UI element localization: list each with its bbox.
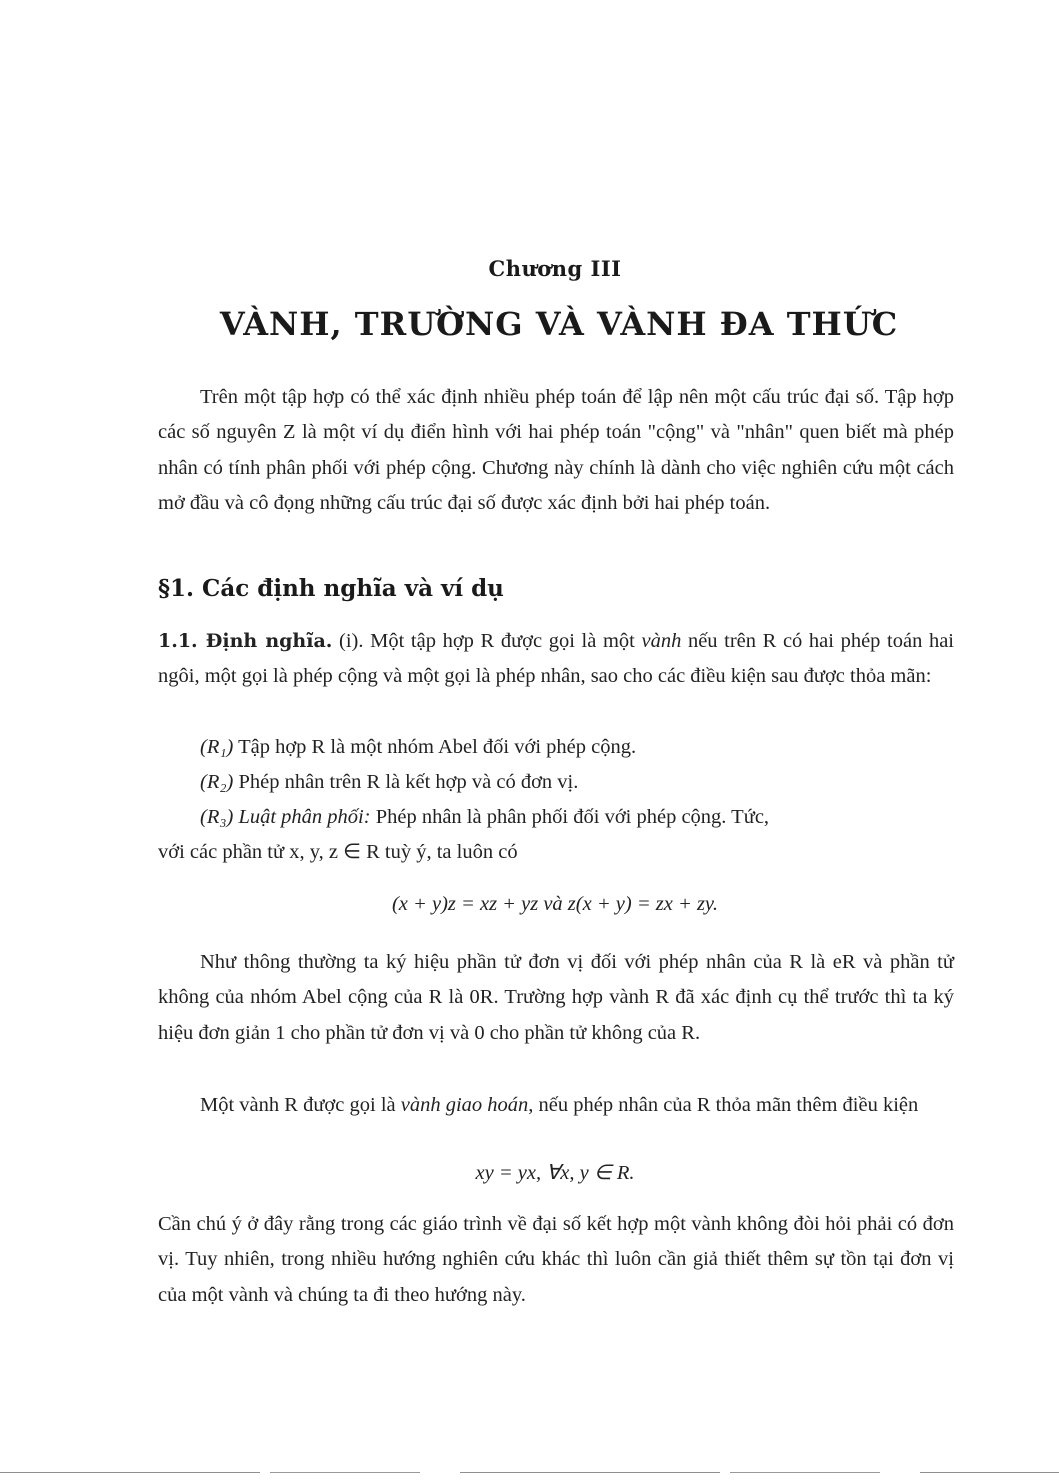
remark-paragraph: Cần chú ý ở đây rằng trong các giáo trình về đại số kết hợp một vành không đòi hỏi phải có đơn vị. Tuy nhiên, trong nhiều hướng nghiên cứu khác thì luôn cần giả thiết thêm sự tồn tại đơn vị của một vành và chúng ta đi theo hướng này.	[158, 1213, 954, 1306]
condition-text: Tập hợp R là một nhóm Abel đối với phép cộng.	[233, 736, 637, 758]
condition-tag: (R₂)	[200, 771, 234, 793]
commutative-paragraph	[158, 1088, 954, 1123]
condition-tag: (R₃)	[200, 806, 234, 828]
chapter-title: VÀNH, TRƯỜNG VÀ VÀNH ĐA THỨC	[219, 305, 899, 343]
definition-term: vành	[641, 630, 682, 652]
section-heading: §1. Các định nghĩa và ví dụ	[158, 575, 504, 602]
commutative-term: vành giao hoán	[400, 1094, 529, 1116]
condition-term: Luật phân phối:	[233, 806, 371, 828]
commutative-pre: Một vành R được gọi là	[200, 1094, 401, 1116]
condition-text: Phép nhân là phân phối đối với phép cộng. Tức,	[370, 806, 770, 828]
condition-r1	[200, 730, 954, 765]
commutative-post: , nếu phép nhân của R thỏa mãn thêm điều kiện	[528, 1094, 919, 1116]
definition-text-pre: (i). Một tập hợp R được gọi là một	[332, 630, 642, 652]
intro-paragraph: Trên một tập hợp có thể xác định nhiều phép toán để lập nên một cấu trúc đại số. Tập hợp các số nguyên Z là một ví dụ điển hình với hai phép toán "cộng" và "nhân" quen biết mà phép nhân có tính phân phối với phép cộng. Chương này chính là dành cho việc nghiên cứu một cách mở đầu và cô đọng những cấu trúc đại số được xác định bởi hai phép toán.	[158, 386, 954, 515]
definition-paragraph	[158, 624, 954, 695]
distributive-formula: (x + y)z = xz + yz và z(x + y) = zx + zy.	[391, 893, 719, 915]
commutative-formula: xy = yx, ∀x, y ∈ R.	[475, 1162, 635, 1184]
notation-paragraph: Như thông thường ta ký hiệu phần tử đơn vị đối với phép nhân của R là eR và phần tử không của nhóm Abel cộng của R là 0R. Trường hợp vành R đã xác định cụ thể trước thì ta ký hiệu đơn giản 1 cho phần tử đơn vị và 0 cho phần tử không của R.	[158, 951, 954, 1044]
definition-label: 1.1. Định nghĩa.	[158, 630, 333, 652]
condition-tag: (R₁)	[200, 736, 234, 758]
condition-r2	[200, 765, 954, 800]
chapter-label: Chương III	[488, 256, 622, 281]
page-bottom-rule	[0, 1472, 1059, 1473]
condition-r3-continuation: với các phần tử x, y, z ∈ R tuỳ ý, ta luôn có	[158, 841, 518, 863]
condition-r3	[200, 800, 954, 835]
definition-text-post: nếu trên R có hai phép toán hai ngôi, một gọi là phép cộng và một gọi là phép nhân, sao cho các điều kiện sau được thỏa mãn:	[158, 630, 954, 688]
condition-text: Phép nhân trên R là kết hợp và có đơn vị.	[233, 771, 579, 793]
